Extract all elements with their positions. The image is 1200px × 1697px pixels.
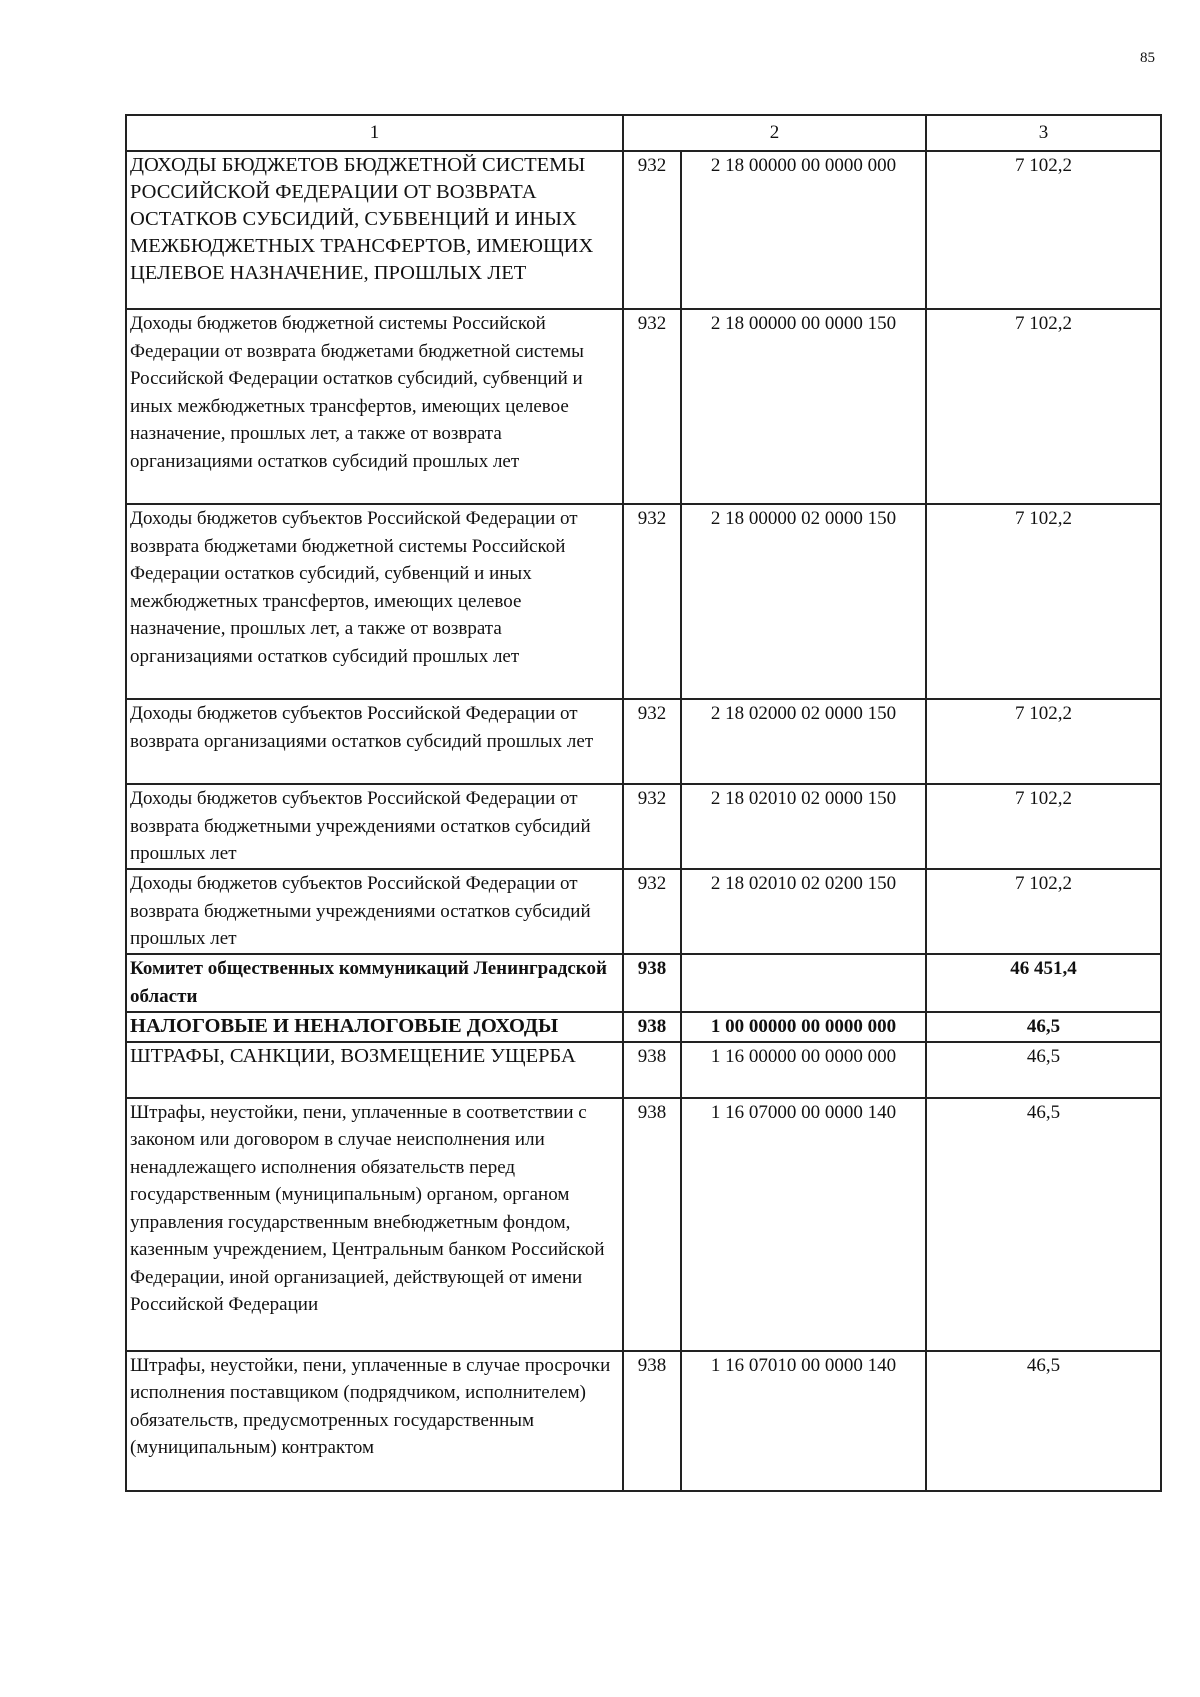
row-admin-code: 932	[623, 699, 681, 784]
row-budget-code: 1 16 07010 00 0000 140	[681, 1351, 926, 1491]
header-col-3: 3	[926, 115, 1161, 151]
table-row	[126, 699, 1161, 784]
table-row	[126, 784, 1161, 869]
row-admin-code: 932	[623, 309, 681, 504]
row-name: Доходы бюджетов субъектов Российской Федерации от возврата бюджетами бюджетной системы Российской Федерации остатков субсидий, субвенций и иных межбюджетных трансфертов, имеющих целевое назначение, прошлых лет, а также от возврата организациями остатков субсидий прошлых лет	[126, 504, 623, 699]
row-budget-code: 2 18 02010 02 0200 150	[681, 869, 926, 954]
row-amount: 46,5	[926, 1042, 1161, 1098]
table-row	[126, 309, 1161, 504]
table-row	[126, 1351, 1161, 1491]
row-budget-code	[681, 954, 926, 1012]
row-name: Комитет общественных коммуникаций Ленинградской области	[126, 954, 623, 1012]
row-name: Доходы бюджетов бюджетной системы Российской Федерации от возврата бюджетами бюджетной системы Российской Федерации остатков субсидий, субвенций и иных межбюджетных трансфертов, имеющих целевое назначение, прошлых лет, а также от возврата организациями остатков субсидий прошлых лет	[126, 309, 623, 504]
table-row	[126, 1098, 1161, 1351]
row-budget-code: 2 18 02000 02 0000 150	[681, 699, 926, 784]
row-name: Доходы бюджетов субъектов Российской Федерации от возврата бюджетными учреждениями остатков субсидий прошлых лет	[126, 784, 623, 869]
row-amount: 7 102,2	[926, 309, 1161, 504]
table-row	[126, 954, 1161, 1012]
row-name: ШТРАФЫ, САНКЦИИ, ВОЗМЕЩЕНИЕ УЩЕРБА	[126, 1042, 623, 1098]
row-budget-code: 1 00 00000 00 0000 000	[681, 1012, 926, 1042]
row-budget-code: 1 16 07000 00 0000 140	[681, 1098, 926, 1351]
row-budget-code: 1 16 00000 00 0000 000	[681, 1042, 926, 1098]
row-amount: 7 102,2	[926, 504, 1161, 699]
row-admin-code: 938	[623, 1098, 681, 1351]
row-budget-code: 2 18 00000 00 0000 150	[681, 309, 926, 504]
header-col-2: 2	[623, 115, 926, 151]
row-amount: 7 102,2	[926, 869, 1161, 954]
row-amount: 46,5	[926, 1098, 1161, 1351]
row-admin-code: 932	[623, 869, 681, 954]
row-amount: 46,5	[926, 1351, 1161, 1491]
revenue-table	[125, 114, 1162, 1492]
header-col-1: 1	[126, 115, 623, 151]
row-budget-code: 2 18 00000 00 0000 000	[681, 151, 926, 309]
row-budget-code: 2 18 02010 02 0000 150	[681, 784, 926, 869]
table-row	[126, 504, 1161, 699]
page-number: 85	[1140, 50, 1155, 66]
row-admin-code: 938	[623, 1042, 681, 1098]
row-amount: 46 451,4	[926, 954, 1161, 1012]
row-name: Доходы бюджетов субъектов Российской Федерации от возврата бюджетными учреждениями остатков субсидий прошлых лет	[126, 869, 623, 954]
row-admin-code: 938	[623, 1351, 681, 1491]
row-name: ДОХОДЫ БЮДЖЕТОВ БЮДЖЕТНОЙ СИСТЕМЫ РОССИЙСКОЙ ФЕДЕРАЦИИ ОТ ВОЗВРАТА ОСТАТКОВ СУБСИДИЙ, СУБВЕНЦИЙ И ИНЫХ МЕЖБЮДЖЕТНЫХ ТРАНСФЕРТОВ, ИМЕЮЩИХ ЦЕЛЕВОЕ НАЗНАЧЕНИЕ, ПРОШЛЫХ ЛЕТ	[126, 151, 623, 309]
table-row	[126, 151, 1161, 309]
row-name: НАЛОГОВЫЕ И НЕНАЛОГОВЫЕ ДОХОДЫ	[126, 1012, 623, 1042]
row-amount: 7 102,2	[926, 784, 1161, 869]
table-header-row	[126, 115, 1161, 151]
row-amount: 7 102,2	[926, 699, 1161, 784]
row-name: Доходы бюджетов субъектов Российской Федерации от возврата организациями остатков субсидий прошлых лет	[126, 699, 623, 784]
row-amount: 46,5	[926, 1012, 1161, 1042]
row-name: Штрафы, неустойки, пени, уплаченные в случае просрочки исполнения поставщиком (подрядчиком, исполнителем) обязательств, предусмотренных государственным (муниципальным) контрактом	[126, 1351, 623, 1491]
row-amount: 7 102,2	[926, 151, 1161, 309]
row-budget-code: 2 18 00000 02 0000 150	[681, 504, 926, 699]
table-row	[126, 869, 1161, 954]
row-admin-code: 932	[623, 151, 681, 309]
table-row	[126, 1042, 1161, 1098]
row-admin-code: 932	[623, 784, 681, 869]
row-admin-code: 938	[623, 1012, 681, 1042]
table-row	[126, 1012, 1161, 1042]
row-admin-code: 938	[623, 954, 681, 1012]
row-name: Штрафы, неустойки, пени, уплаченные в соответствии с законом или договором в случае неисполнения или ненадлежащего исполнения обязательств перед государственным (муниципальным) органом, органом управления государственным внебюджетным фондом, казенным учреждением, Центральным банком Российской Федерации, иной организацией, действующей от имени Российской Федерации	[126, 1098, 623, 1351]
row-admin-code: 932	[623, 504, 681, 699]
